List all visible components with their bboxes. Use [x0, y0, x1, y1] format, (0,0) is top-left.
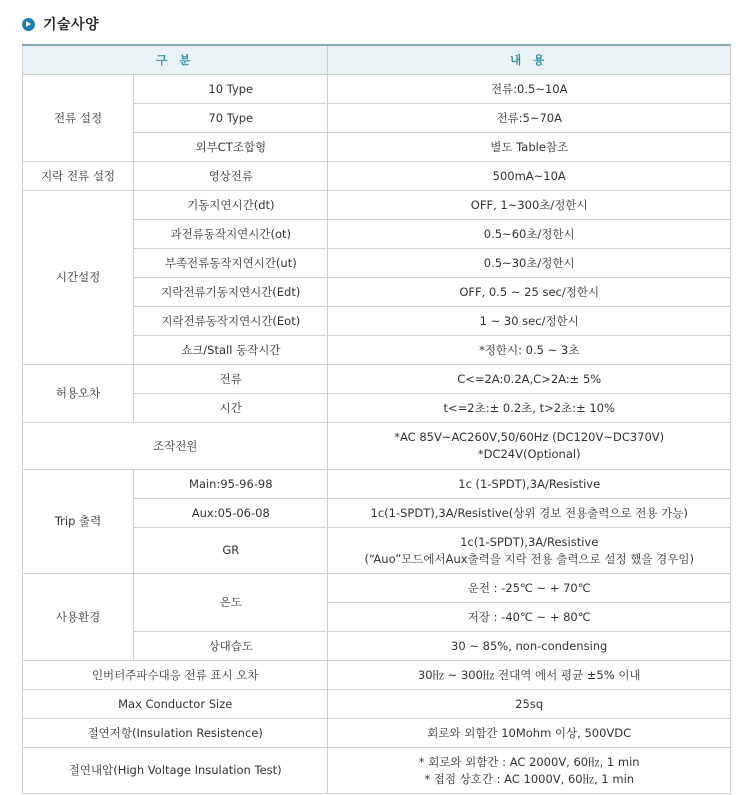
row-value: 1c(1-SPDT),3A/Resistive(상위 경보 전용출력으로 전용 가능)	[328, 499, 731, 528]
row-name: 70 Type	[134, 104, 328, 133]
value-line: *DC24V(Optional)	[477, 447, 581, 461]
row-name: Max Conductor Size	[23, 690, 328, 719]
table-row	[23, 661, 731, 690]
row-name: 인버터주파수대응 전류 표시 오차	[23, 661, 328, 690]
row-name: 절연저항(Insulation Resistence)	[23, 719, 328, 748]
row-name: GR	[134, 528, 328, 574]
row-value: 별도 Table참조	[328, 133, 731, 162]
table-row	[23, 365, 731, 394]
row-name: 온도	[134, 574, 328, 632]
table-row	[23, 690, 731, 719]
row-value: *정한시: 0.5 ~ 3초	[328, 336, 731, 365]
row-value	[328, 528, 731, 574]
group-label-tolerance: 허용오차	[23, 365, 134, 423]
table-row	[23, 162, 731, 191]
spec-table	[22, 44, 731, 794]
row-value: t<=2초:± 0.2초, t>2초:± 10%	[328, 394, 731, 423]
value-line: (“Auo”모드에서Aux출력을 지락 전용 출력으로 설정 했을 경우임)	[364, 551, 694, 566]
value-line: *AC 85V~AC260V,50/60Hz (DC120V~DC370V)	[394, 430, 665, 444]
row-name: 10 Type	[134, 75, 328, 104]
group-label-power: 조작전원	[23, 423, 328, 470]
table-header-row	[23, 45, 731, 75]
row-value: 회로와 외함간 10Mohm 이상, 500VDC	[328, 719, 731, 748]
row-name: 지락전류동작지연시간(Eot)	[134, 307, 328, 336]
row-name: 과전류동작지연시간(ot)	[134, 220, 328, 249]
group-label-current-setting: 전류 설정	[23, 75, 134, 162]
page-title: 기술사양	[43, 17, 100, 33]
table-row	[23, 191, 731, 220]
row-value: OFF, 0.5 ~ 25 sec/정한시	[328, 278, 731, 307]
row-name: 상대습도	[134, 632, 328, 661]
section-header	[22, 12, 99, 36]
table-row	[23, 470, 731, 499]
row-value: 30 ~ 85%, non-condensing	[328, 632, 731, 661]
row-value	[328, 748, 731, 794]
table-row	[23, 748, 731, 794]
value-line: * 접점 상호간 : AC 1000V, 60㎐, 1 min	[424, 771, 635, 786]
row-name: 영상전류	[134, 162, 328, 191]
header-content: 내 용	[328, 45, 731, 75]
row-value: 운전 : -25℃ ~ + 70℃	[328, 574, 731, 603]
row-value: OFF, 1~300초/정한시	[328, 191, 731, 220]
row-value: 저장 : -40℃ ~ + 80℃	[328, 603, 731, 632]
row-value: 500mA~10A	[328, 162, 731, 191]
row-value: C<=2A:0.2A,C>2A:± 5%	[328, 365, 731, 394]
circle-arrow-bullet-icon	[22, 18, 35, 31]
row-name: 외부CT조합형	[134, 133, 328, 162]
group-label-environment: 사용환경	[23, 574, 134, 661]
value-line: * 회로와 외함간 : AC 2000V, 60㎐, 1 min	[418, 754, 640, 769]
row-name: 쇼크/Stall 동작시간	[134, 336, 328, 365]
table-row	[23, 719, 731, 748]
group-label-time-setting: 시간설정	[23, 191, 134, 365]
row-name: 부족전류동작지연시간(ut)	[134, 249, 328, 278]
table-row	[23, 75, 731, 104]
row-name: 절연내압(High Voltage Insulation Test)	[23, 748, 328, 794]
value-line: 1c(1-SPDT),3A/Resistive	[460, 534, 599, 549]
row-value	[328, 423, 731, 470]
row-name: 시간	[134, 394, 328, 423]
row-value: 전류:0.5~10A	[328, 75, 731, 104]
group-label-ground-current: 지락 전류 설정	[23, 162, 134, 191]
row-name: 전류	[134, 365, 328, 394]
group-label-trip-output: Trip 출력	[23, 470, 134, 574]
header-category: 구 분	[23, 45, 328, 75]
row-name: 기동지연시간(dt)	[134, 191, 328, 220]
row-value: 0.5~30초/정한시	[328, 249, 731, 278]
row-value: 0.5~60초/정한시	[328, 220, 731, 249]
row-value: 전류:5~70A	[328, 104, 731, 133]
row-name: Main:95-96-98	[134, 470, 328, 499]
row-value: 1c (1-SPDT),3A/Resistive	[328, 470, 731, 499]
row-value: 25sq	[328, 690, 731, 719]
row-name: Aux:05-06-08	[134, 499, 328, 528]
table-row	[23, 423, 731, 470]
row-value: 1 ~ 30 sec/정한시	[328, 307, 731, 336]
row-name: 지락전류기동지연시간(Edt)	[134, 278, 328, 307]
table-row	[23, 574, 731, 603]
row-value: 30㎐ ~ 300㎐ 전대역 에서 평균 ±5% 이내	[328, 661, 731, 690]
